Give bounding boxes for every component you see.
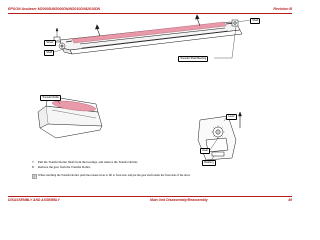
callout-gear: Gear <box>200 148 210 154</box>
step-text: Pull the Transfer Roller Shaft from the bearings, and remove the Transfer Roller. <box>38 160 138 164</box>
callout-screw: Screw <box>44 40 56 46</box>
footer-rule <box>8 196 292 197</box>
left-end-parts <box>54 28 65 49</box>
callout-shaft-left: Shaft <box>44 50 54 56</box>
revision-label: Revision B <box>273 7 292 11</box>
step-8 <box>32 165 91 169</box>
note-text: When attaching the Transfer Roller, push the release lever to lift to front end, and put the gear shaft under the front side of the lever. <box>38 173 191 177</box>
callout-bushing: Bushing <box>202 160 216 166</box>
callout-transfer-roller: Transfer Roller <box>40 95 61 101</box>
page-footer <box>8 198 292 204</box>
figure2-roller-drawing <box>38 96 102 138</box>
footer-chapter: DISASSEMBLY AND ASSEMBLY <box>8 198 60 202</box>
note-icon <box>32 174 37 179</box>
step-number: 7. <box>32 160 35 164</box>
callout-shaft: Shaft <box>250 18 260 24</box>
footer-section: Main Unit Disassembly/Reassembly <box>150 198 208 202</box>
step-text: Remove the gear from the Transfer Roller. <box>38 165 91 169</box>
callout-transfer-shaft-bearing: Transfer Shaft Bearing <box>178 56 208 62</box>
step-number: 8. <box>32 165 35 169</box>
callout-lever: Lever <box>226 114 237 120</box>
manual-title: EPSON Aculaser M2000D/M2000DN/M2010D/M2010DN <box>8 7 101 11</box>
right-end-bearing <box>232 20 238 26</box>
page-number: 46 <box>288 198 292 202</box>
step-7 <box>32 160 138 164</box>
